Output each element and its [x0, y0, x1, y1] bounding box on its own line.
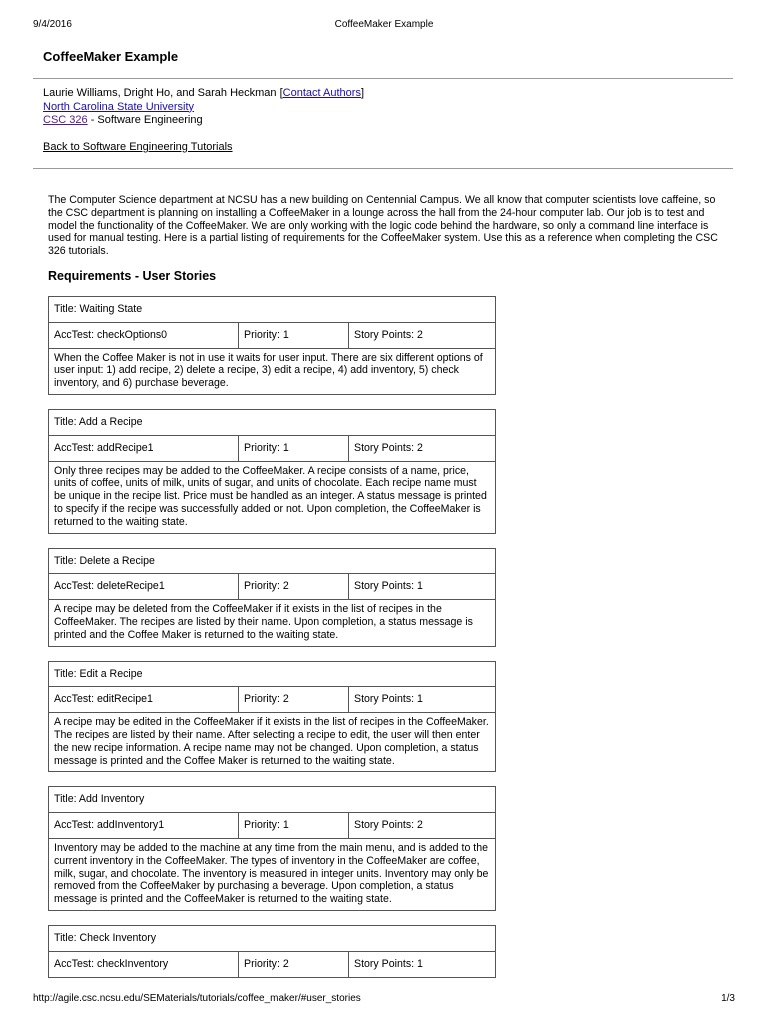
divider-top [33, 78, 733, 79]
author-names: Laurie Williams, Dright Ho, and Sarah Heckman [43, 87, 277, 99]
story-priority: Priority: 1 [239, 436, 349, 461]
back-to-tutorials-link[interactable]: Back to Software Engineering Tutorials [43, 141, 233, 153]
story-table [48, 925, 496, 978]
story-title: Title: Waiting State [54, 303, 143, 315]
contact-open-bracket: [ [279, 87, 283, 99]
author-block [43, 87, 364, 128]
story-acctest: AccTest: editRecipe1 [49, 687, 239, 712]
story-priority: Priority: 2 [239, 574, 349, 599]
story-priority: Priority: 2 [239, 952, 349, 977]
story-acctest: AccTest: checkInventory [49, 952, 239, 977]
author-line [43, 87, 364, 101]
story-points: Story Points: 2 [354, 328, 423, 341]
story-table [48, 296, 496, 395]
story-points: Story Points: 1 [354, 957, 423, 970]
story-description: When the Coffee Maker is not in use it waits for user input. There are six different options of user input: 1) add recipe, 2) delete a recipe, 3) edit a recipe, 4) add inventory, 5) check inventory, and 6) purchase beverage. [54, 351, 483, 390]
section-heading: Requirements - User Stories [48, 269, 217, 283]
print-header [0, 0, 768, 30]
contact-close-bracket: ] [360, 87, 365, 99]
story-priority: Priority: 2 [239, 687, 349, 712]
story-title: Title: Add Inventory [54, 793, 145, 806]
print-url: http://agile.csc.ncsu.edu/SEMaterials/tutorials/coffee_maker/#user_stories [33, 993, 361, 1004]
divider-bottom [33, 168, 733, 169]
story-acctest: AccTest: deleteRecipe1 [49, 574, 239, 599]
story-title: Title: Edit a Recipe [54, 667, 143, 680]
intro-paragraph: The Computer Science department at NCSU has a new building on Centennial Campus. We all know that computer scientists love caffeine, so the CSC department is planning on installing a CoffeeMaker in a lounge across the hall from the 24-hour computer lab. Our job is to test and model the functionality of the CoffeeMaker. We are only working with the logic code behind the hardware, so only a command line interface is used for manual testing. Here is a partial listing of requirements for the CoffeeMaker system. Use this as a reference when completing the CSC 326 tutorials. [48, 194, 718, 258]
story-title: Title: Check Inventory [54, 931, 157, 944]
page-title: CoffeeMaker Example [43, 49, 179, 64]
story-points: Story Points: 2 [354, 819, 423, 832]
story-table [48, 409, 496, 534]
story-description: A recipe may be edited in the CoffeeMaker if it exists in the list of recipes in the CoffeeMaker. The recipes are listed by their name. After selecting a recipe to edit, the user will then enter the new recipe information. A recipe name may not be changed. Upon completion, a status message is printed and the Coffee Maker is returned to the waiting state. [54, 716, 489, 767]
story-title: Title: Delete a Recipe [54, 554, 155, 567]
story-acctest: AccTest: addRecipe1 [49, 436, 239, 461]
story-title: Title: Add a Recipe [54, 415, 143, 428]
story-priority: Priority: 1 [239, 323, 349, 348]
print-title: CoffeeMaker Example [334, 19, 434, 30]
story-priority: Priority: 1 [239, 813, 349, 838]
story-points: Story Points: 1 [354, 580, 423, 593]
course-link[interactable]: CSC 326 [43, 114, 88, 126]
story-description: Inventory may be added to the machine at any time from the main menu, and is added to the current inventory in the CoffeeMaker. The types of inventory in the CoffeeMaker are coffee, milk, sugar, and chocolate. The inventory is measured in integer units. Inventory may only be removed from the CoffeeMaker by purchasing a beverage. Upon completion, a status message is printed and the CoffeeMaker is returned to the waiting state. [54, 841, 489, 906]
story-description: A recipe may be deleted from the CoffeeMaker if it exists in the list of recipes in the CoffeeMaker. The recipes are listed by their name. Upon completion, a status message is printed and the Coffee Maker is returned to the waiting state. [54, 603, 473, 641]
story-acctest: AccTest: addInventory1 [49, 813, 239, 838]
story-points: Story Points: 2 [354, 441, 423, 454]
story-description: Only three recipes may be added to the CoffeeMaker. A recipe consists of a name, price, units of coffee, units of milk, units of sugar, and units of chocolate. Each recipe name must be unique in the recipe list. Price must be handled as an integer. A status message is printed to specify if the recipe was successfully added or not. Upon completion, the CoffeeMaker is returned to the waiting state. [54, 464, 487, 528]
story-acctest: AccTest: checkOptions0 [49, 323, 239, 348]
story-table [48, 786, 496, 911]
page-number: 1/3 [721, 993, 735, 1004]
story-table [48, 661, 496, 773]
course-suffix: - Software Engineering [87, 114, 203, 126]
story-points: Story Points: 1 [354, 693, 423, 706]
user-stories [48, 296, 496, 992]
print-date: 9/4/2016 [33, 19, 72, 30]
print-footer [0, 991, 768, 1005]
contact-authors-link[interactable]: Contact Authors [282, 87, 361, 99]
story-table [48, 548, 496, 647]
university-link[interactable]: North Carolina State University [43, 100, 195, 113]
